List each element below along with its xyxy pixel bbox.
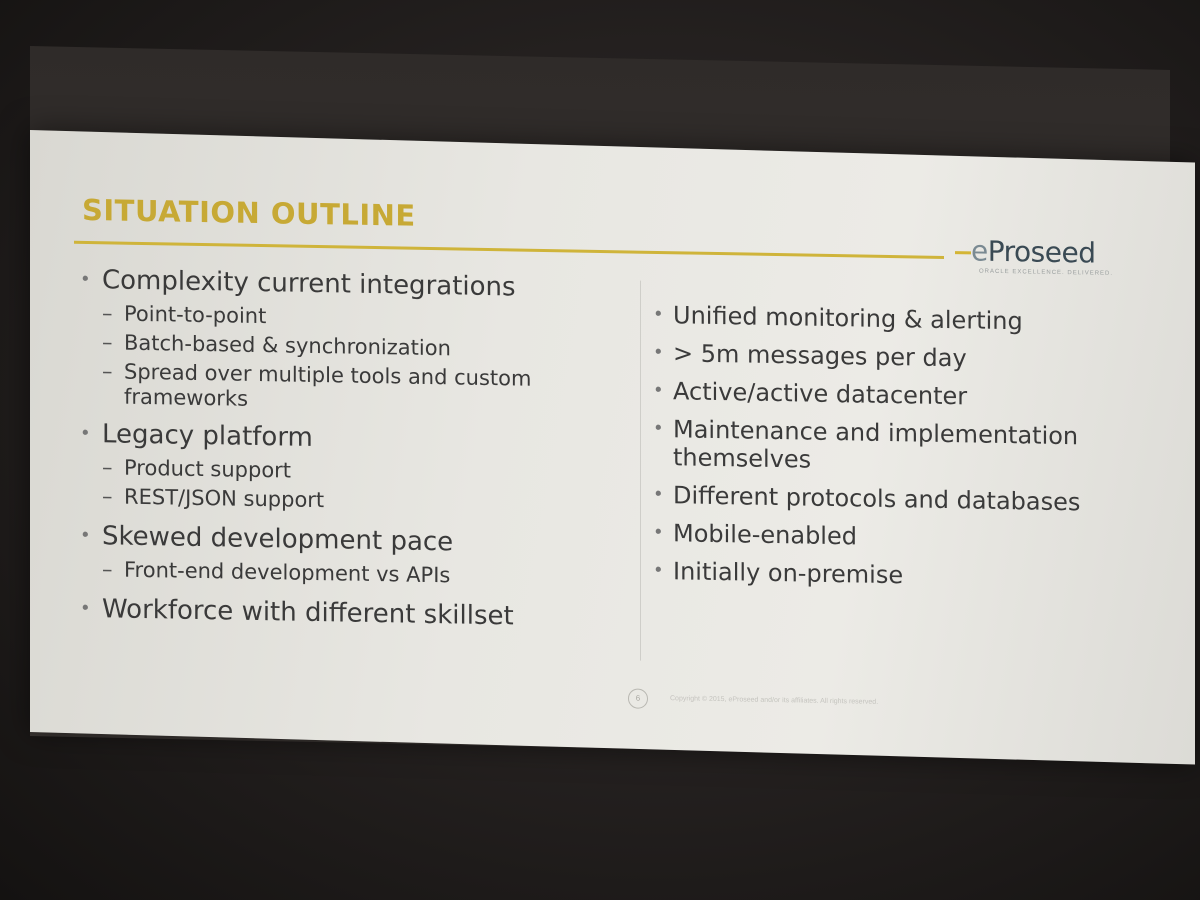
copyright-footer: Copyright © 2015, eProseed and/or its affiliates. All rights reserved.	[670, 695, 879, 706]
sub-bullet-item	[72, 359, 632, 419]
right-bullet-item	[645, 415, 1125, 479]
bullet-item	[72, 419, 632, 459]
left-column	[72, 265, 632, 640]
bullet-text: Workforce with different skillset	[102, 594, 514, 632]
right-bullet-item	[645, 301, 1125, 337]
sub-bullet-text: Batch-based & synchronization	[124, 330, 451, 361]
logo-main: Proseed	[987, 234, 1096, 270]
dash-icon: –	[102, 330, 113, 355]
sub-bullet-item	[72, 557, 632, 592]
dash-icon: –	[102, 455, 113, 480]
bullet-text: Complexity current integrations	[102, 265, 516, 303]
bullet-dot-icon: •	[653, 379, 664, 402]
bullet-dot-icon: •	[80, 268, 91, 291]
logo-prefix: e	[971, 234, 988, 268]
bullet-dot-icon: •	[80, 597, 91, 620]
right-bullet-item	[645, 519, 1125, 555]
bullet-dot-icon: •	[653, 341, 664, 364]
sub-bullet-text: Front-end development vs APIs	[124, 557, 451, 588]
right-bullet-item	[645, 377, 1125, 413]
bullet-text: Initially on-premise	[673, 557, 904, 590]
slide-title: SITUATION OUTLINE	[82, 192, 416, 233]
title-underline	[74, 241, 944, 259]
sub-bullet-text: Product support	[124, 455, 292, 483]
logo-tagline: ORACLE EXCELLENCE. DELIVERED.	[979, 268, 1114, 277]
bullet-dot-icon: •	[653, 417, 664, 440]
right-bullet-item	[645, 339, 1125, 375]
bullet-text: > 5m messages per day	[673, 339, 967, 373]
bullet-dot-icon: •	[653, 303, 664, 326]
dash-icon: –	[102, 359, 113, 384]
bullet-dot-icon: •	[80, 524, 91, 547]
bullet-text: Active/active datacenter	[673, 377, 968, 411]
bullet-text: Different protocols and databases	[673, 481, 1081, 517]
right-bullet-item	[645, 481, 1125, 517]
right-bullet-item	[645, 557, 1125, 593]
page-number-badge: 6	[628, 688, 648, 708]
bullet-item	[72, 265, 632, 305]
logo-dash-mark	[955, 251, 971, 254]
eproseed-logo	[955, 234, 1115, 283]
column-divider	[640, 281, 641, 661]
sub-bullet-item	[72, 484, 632, 519]
logo-wordmark	[971, 234, 1095, 269]
slide-content	[30, 130, 1195, 752]
bullet-item	[72, 521, 632, 561]
projected-slide	[30, 130, 1195, 765]
bullet-text: Legacy platform	[102, 419, 313, 453]
dash-icon: –	[102, 484, 113, 509]
sub-bullet-text: REST/JSON support	[124, 484, 325, 513]
bullet-text: Unified monitoring & alerting	[673, 301, 1023, 336]
bullet-text: Maintenance and implementation themselves	[673, 415, 1079, 474]
bullet-dot-icon: •	[80, 422, 91, 445]
sub-bullet-text: Spread over multiple tools and custom frameworks	[124, 359, 532, 411]
dash-icon: –	[102, 557, 113, 582]
bullet-dot-icon: •	[653, 483, 664, 506]
bullet-text: Mobile-enabled	[673, 519, 857, 551]
bullet-item	[72, 594, 632, 634]
dash-icon: –	[102, 301, 113, 326]
bullet-dot-icon: •	[653, 559, 664, 582]
bullet-dot-icon: •	[653, 521, 664, 544]
right-column	[645, 301, 1125, 603]
sub-bullet-text: Point-to-point	[124, 301, 267, 329]
bullet-text: Skewed development pace	[102, 521, 454, 558]
